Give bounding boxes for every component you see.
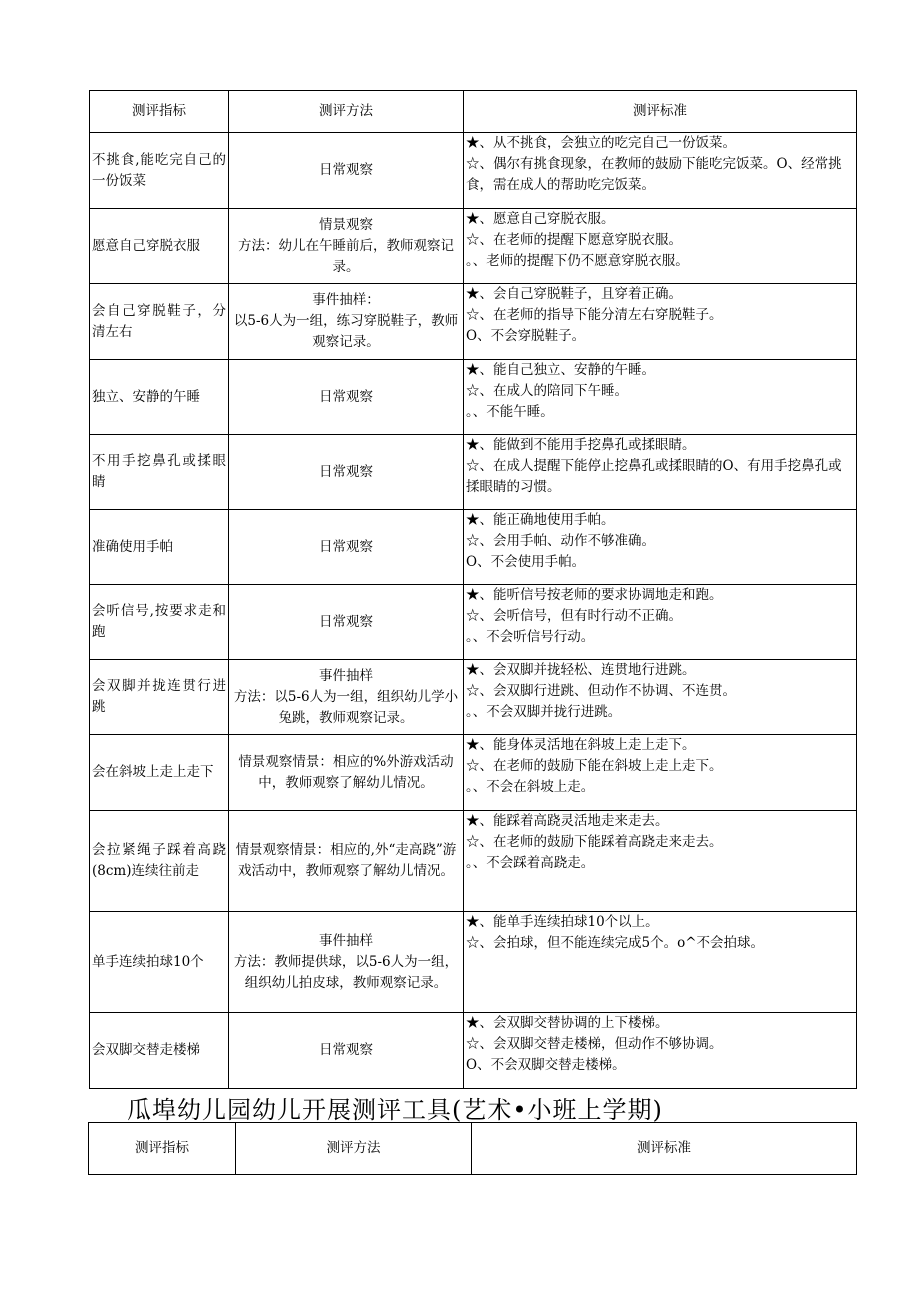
method-cell [229,1013,464,1089]
table-row [90,360,857,435]
assessment-table-health [89,90,857,1089]
method-line: 方法：以5-6人为一组，组织幼儿学小兔跳，教师观察记录。 [233,688,459,726]
method-cell [229,735,464,811]
method-line: 事件抽样 [319,932,373,949]
header-method: 测评方法 [236,1123,472,1175]
criteria-cell [464,735,857,811]
criteria-cell [464,133,857,209]
table-row [90,284,857,360]
criteria-cell [464,585,857,660]
criteria-line: O、不会穿脱鞋子。 [466,328,586,344]
criteria-line: 。、不会双脚并拢行进跳。 [466,704,622,720]
indicator-cell: 会在斜坡上走上走下 [90,735,229,811]
method-line: 日常观察 [319,1042,373,1058]
indicator-cell: 会听信号,按要求走和跑 [90,585,229,660]
method-cell [229,510,464,585]
criteria-line: ★、能踩着高跷灵活地走来走去。 [466,813,669,829]
criteria-line: 。、不会踩着高跷走。 [466,855,595,871]
method-cell [229,660,464,735]
criteria-line: ☆、会用手帕、动作不够准确。 [466,533,655,549]
criteria-line: ★、能听信号按老师的要求协调地走和跑。 [466,587,723,603]
criteria-line: O、不会使用手帕。 [466,554,586,570]
indicator-cell: 会自己穿脱鞋子，分清左右 [90,284,229,360]
criteria-line: ★、能单手连续拍球10个以上。 [466,914,659,930]
indicator-cell: 会双脚并拢连贯行进跳 [90,660,229,735]
table-header-row [90,91,857,133]
table-row [90,660,857,735]
method-line: 事件抽样 [319,667,373,684]
criteria-line: ☆、在老师的指导下能分清左右穿脱鞋子。 [466,307,723,323]
criteria-cell [464,811,857,912]
method-line: 日常观察 [319,538,373,555]
header-indicator: 测评指标 [89,1123,236,1175]
method-line: 方法：幼儿在午睡前后，教师观察记录。 [238,237,454,275]
indicator-cell: 不挑食,能吃完自己的一份饭菜 [90,133,229,209]
method-line: 日常观察 [319,162,373,178]
criteria-line: ☆、会拍球，但不能连续完成5个。o^不会拍球。 [466,935,765,951]
method-line: 日常观察 [319,613,373,630]
table-row [90,209,857,284]
method-line: 情景观察 [319,216,373,233]
criteria-line: ☆、会双脚交替走楼梯，但动作不够协调。 [466,1036,723,1052]
method-line: 情景观察情景：相应的%外游戏活动中，教师观察了解幼儿情况。 [238,753,454,791]
indicator-cell: 不用手挖鼻孔或揉眼睛 [90,435,229,510]
table-row [90,585,857,660]
criteria-line: ★、能做到不能用手挖鼻孔或揉眼睛。 [466,437,696,453]
criteria-cell [464,912,857,1013]
table-header-row [89,1123,857,1175]
criteria-line: ★、从不挑食，会独立的吃完自己一份饭菜。 [466,135,736,151]
criteria-cell [464,284,857,360]
method-cell [229,585,464,660]
method-line: 日常观察 [319,463,373,480]
criteria-line: 。、不会在斜坡上走。 [466,779,595,795]
criteria-cell [464,510,857,585]
method-line: 事件抽样： [312,292,380,308]
method-cell [229,435,464,510]
method-cell [229,284,464,360]
method-line: 情景观察情景：相应的,外“走高跷”游戏活动中，教师观察了解幼儿情况。 [235,842,457,879]
table-row [90,735,857,811]
criteria-cell [464,435,857,510]
method-line: 方法：教师提供球，以5-6人为一组，组织幼儿拍皮球，教师观察记录。 [233,953,459,991]
method-cell [229,133,464,209]
criteria-line: 。、不会听信号行动。 [466,629,595,645]
header-indicator: 测评指标 [90,91,229,133]
criteria-line: 。、不能午睡。 [466,404,554,420]
indicator-cell: 准确使用手帕 [90,510,229,585]
criteria-line: ★、愿意自己穿脱衣服。 [466,211,615,227]
criteria-line: ★、能身体灵活地在斜坡上走上走下。 [466,737,696,753]
table-row [90,133,857,209]
criteria-line: ☆、在老师的提醒下愿意穿脱衣服。 [466,232,682,248]
table-row [90,510,857,585]
assessment-table-arts [88,1122,857,1175]
criteria-line: ☆、在老师的鼓励下能在斜坡上走上走下。 [466,758,723,774]
criteria-line: ☆、在成人提醒下能停止挖鼻孔或揉眼睛的O、有用手挖鼻孔或揉眼睛的习惯。 [466,458,842,495]
method-cell [229,912,464,1013]
criteria-cell [464,1013,857,1089]
criteria-cell [464,209,857,284]
criteria-line: ☆、会双脚行进跳、但动作不协调、不连贯。 [466,683,736,699]
table-row [90,1013,857,1089]
header-criteria: 测评标准 [464,91,857,133]
criteria-line: O、不会双脚交替走楼梯。 [466,1057,626,1073]
method-line: 日常观察 [319,388,373,405]
criteria-cell [464,660,857,735]
indicator-cell: 会双脚交替走楼梯 [90,1013,229,1089]
table-row [90,912,857,1013]
criteria-line: ★、能正确地使用手帕。 [466,512,615,528]
method-cell [229,811,464,912]
section-title-arts: 瓜埠幼儿园幼儿开展测评工具(艺术•小班上学期) [127,1096,663,1124]
indicator-cell: 单手连续拍球10个 [90,912,229,1013]
criteria-line: ★、会双脚交替协调的上下楼梯。 [466,1015,669,1031]
criteria-line: ☆、偶尔有挑食现象，在教师的鼓励下能吃完饭菜。O、经常挑食，需在成人的帮助吃完饭菜。 [466,156,842,193]
header-method: 测评方法 [229,91,464,133]
indicator-cell: 愿意自己穿脱衣服 [90,209,229,284]
indicator-cell: 独立、安静的午睡 [90,360,229,435]
method-cell [229,360,464,435]
criteria-line: ★、会自己穿脱鞋子，且穿着正确。 [466,286,682,302]
criteria-cell [464,360,857,435]
table-row [90,811,857,912]
criteria-line: 。、老师的提醒下仍不愿意穿脱衣服。 [466,253,689,269]
method-line: 以5-6人为一组，练习穿脱鞋子，教师观察记录。 [233,313,459,350]
table-row [90,435,857,510]
header-criteria: 测评标准 [472,1123,857,1175]
method-cell [229,209,464,284]
criteria-line: ☆、会听信号，但有时行动不正确。 [466,608,682,624]
indicator-cell: 会拉紧绳子踩着高跷(8cm)连续往前走 [90,811,229,912]
criteria-line: ★、会双脚并拢轻松、连贯地行进跳。 [466,662,696,678]
criteria-line: ☆、在成人的陪同下午睡。 [466,383,628,399]
criteria-line: ☆、在老师的鼓励下能踩着高跷走来走去。 [466,834,723,850]
criteria-line: ★、能自己独立、安静的午睡。 [466,362,655,378]
